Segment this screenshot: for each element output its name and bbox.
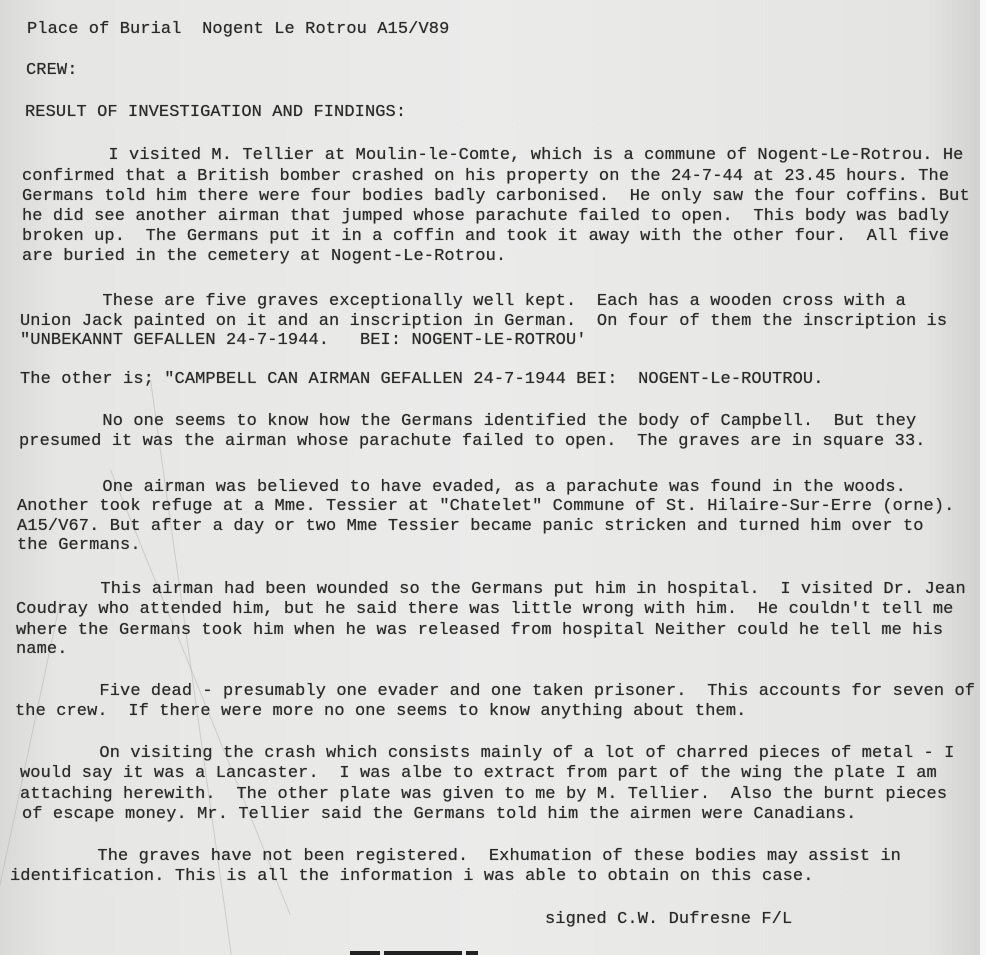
paragraph-line: Union Jack painted on it and an inscription in German. On four of them the inscription is xyxy=(20,312,948,331)
scan-bottom-mark xyxy=(466,951,478,955)
paragraph-line: Five dead - presumably one evader and one taken prisoner. This accounts for seven of xyxy=(17,682,976,701)
paragraph-line: the Germans. xyxy=(17,536,141,555)
paragraph-line: name. xyxy=(16,640,68,659)
place-of-burial: Place of Burial Nogent Le Rotrou A15/V89 xyxy=(27,20,450,39)
scan-bottom-mark xyxy=(350,951,380,955)
paragraph-line: On visiting the crash which consists mainly of a lot of charred pieces of metal - I xyxy=(17,744,955,763)
paragraph-line: This airman had been wounded so the Germans put him in hospital. I visited Dr. Jean xyxy=(18,580,966,599)
paragraph-line: attaching herewith. The other plate was given to me by M. Tellier. Also the burnt pieces xyxy=(20,785,948,804)
paragraph-line: The other is; "CAMPBELL CAN AIRMAN GEFALLEN 24-7-1944 BEI: NOGENT-Le-ROUTROU. xyxy=(20,370,824,389)
paragraph-line: confirmed that a British bomber crashed on his property on the 24-7-44 at 23.45 hours. The xyxy=(22,167,950,186)
paragraph-line: Another took refuge at a Mme. Tessier at "Chatelet" Commune of St. Hilaire-Sur-Erre (orne). xyxy=(17,497,955,516)
paragraph-line: the crew. If there were more no one seems to know anything about them. xyxy=(15,702,747,721)
paragraph-line: One airman was believed to have evaded, as a parachute was found in the woods. xyxy=(20,478,906,497)
page-edge xyxy=(980,0,986,955)
paragraph-line: No one seems to know how the Germans identified the body of Campbell. But they xyxy=(20,412,917,431)
paragraph-line: broken up. The Germans put it in a coffin and took it away with the other four. All five xyxy=(22,227,950,246)
crew-label: CREW: xyxy=(26,61,78,80)
paragraph-line: A15/V67. But after a day or two Mme Tessier became panic stricken and turned him over to xyxy=(17,517,924,536)
scan-bottom-mark xyxy=(384,951,462,955)
paragraph-line: Germans told him there were four bodies badly carbonised. He only saw the four coffins. But xyxy=(22,187,970,206)
paragraph-line: I visited M. Tellier at Moulin-le-Comte, which is a commune of Nogent-Le-Rotrou. He xyxy=(26,146,964,165)
paragraph-line: are buried in the cemetery at Nogent-Le-Rotrou. xyxy=(22,247,507,266)
paragraph-line: of escape money. Mr. Tellier said the Germans told him the airmen were Canadians. xyxy=(22,805,857,824)
paragraph-line: identification. This is all the information i was able to obtain on this case. xyxy=(10,867,814,886)
paragraph-line: "UNBEKANNT GEFALLEN 24-7-1944. BEI: NOGENT-LE-ROTROU' xyxy=(20,331,587,350)
paragraph-line: presumed it was the airman whose parachute failed to open. The graves are in square 33. xyxy=(19,432,926,451)
paragraph-line: These are five graves exceptionally well kept. Each has a wooden cross with a xyxy=(20,292,906,311)
paragraph-line: Coudray who attended him, but he said there was little wrong with him. He couldn't tell me xyxy=(16,600,954,619)
paragraph-line: would say it was a Lancaster. I was albe to extract from part of the wing the plate I am xyxy=(20,764,937,783)
paragraph-line: The graves have not been registered. Exhumation of these bodies may assist in xyxy=(15,847,901,866)
paragraph-line: he did see another airman that jumped whose parachute failed to open. This body was badly xyxy=(22,207,950,226)
paragraph-line: where the Germans took him when he was released from hospital Neither could he tell me his xyxy=(16,621,944,640)
result-heading: RESULT OF INVESTIGATION AND FINDINGS: xyxy=(25,103,407,122)
signature: signed C.W. Dufresne F/L xyxy=(545,910,793,929)
